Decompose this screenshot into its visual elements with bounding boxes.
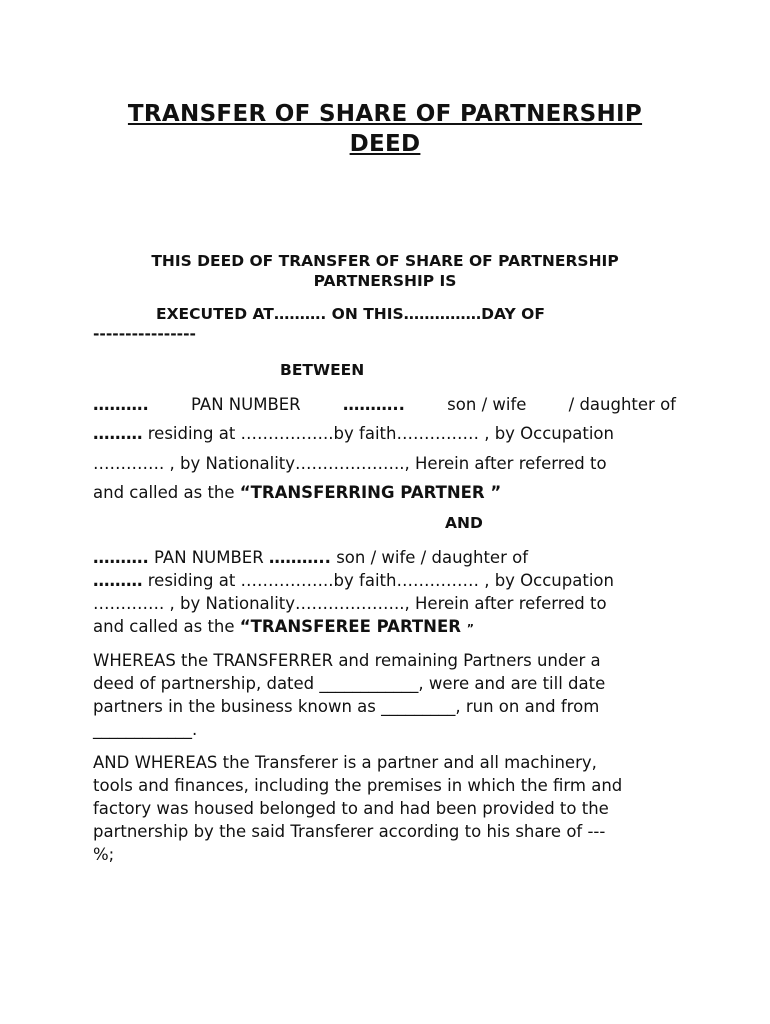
transferring-partner-label: “TRANSFERRING PARTNER ” [239,483,502,502]
dashes-line: ---------------- [93,325,196,343]
party1-residing: residing at ……………..by faith…………… , by Occupation [142,424,614,443]
party1-parent-blank: ……… [93,424,143,443]
whereas2-line-2: tools and finances, including the premises in which the firm and [93,776,623,795]
and-heading: AND [445,514,483,532]
whereas1-line-3: partners in the business known as _________, run on and from [93,697,600,716]
party1-name-blank: ………. [93,395,149,414]
party2-name-blank: ………. [93,548,149,567]
intro-heading-line-2: PARTNERSHIP IS [313,272,457,290]
party2-pan-label: PAN NUMBER [148,548,269,567]
party2-line-3: …………. , by Nationality……………….., Herein after referred to [93,594,607,613]
party1-pan-label: PAN NUMBER [191,395,301,414]
executed-line: EXECUTED AT………. ON THIS……………DAY OF [156,305,545,323]
document-title-line-1: TRANSFER OF SHARE OF PARTNERSHIP [127,101,643,127]
party1-line-3: …………. , by Nationality……………….., Herein after referred to [93,454,607,473]
party1-line-4 [93,483,501,502]
party2-line-2 [93,571,614,590]
between-heading: BETWEEN [280,361,365,379]
whereas2-line-4: partnership by the said Transferer according to his share of --- [93,822,606,841]
whereas1-line-1: WHEREAS the TRANSFERRER and remaining Partners under a [93,651,601,670]
party2-called-as: and called as the [93,617,240,636]
transferee-quote: ” [466,622,474,635]
party2-line-4 [93,617,474,636]
party1-daughter-of: / daughter of [568,395,676,414]
intro-heading-line-1: THIS DEED OF TRANSFER OF SHARE OF PARTNERSHIP [151,252,619,270]
transferee-partner-label: “TRANSFEREE PARTNER [239,617,467,636]
whereas1-line-2: deed of partnership, dated ____________, were and are till date [93,674,606,693]
party2-line-1 [93,548,528,567]
whereas2-line-1: AND WHEREAS the Transferer is a partner and all machinery, [93,753,597,772]
party2-residing: residing at ……………..by faith…………… , by Occupation [142,571,614,590]
party2-pan-blank: ……….. [268,548,331,567]
party2-parent-blank: ……… [93,571,143,590]
whereas1-line-4: ____________. [93,720,198,739]
party1-line-2 [93,424,614,443]
whereas2-line-5: %; [93,845,115,864]
party1-line-1 [93,395,676,414]
whereas2-line-3: factory was housed belonged to and had been provided to the [93,799,609,818]
party1-called-as: and called as the [93,483,240,502]
party1-son-wife: son / wife [447,395,527,414]
party2-son-wife-daughter: son / wife / daughter of [330,548,529,567]
party1-pan-blank: ……….. [342,395,405,414]
document-title-line-2: DEED [349,131,421,157]
